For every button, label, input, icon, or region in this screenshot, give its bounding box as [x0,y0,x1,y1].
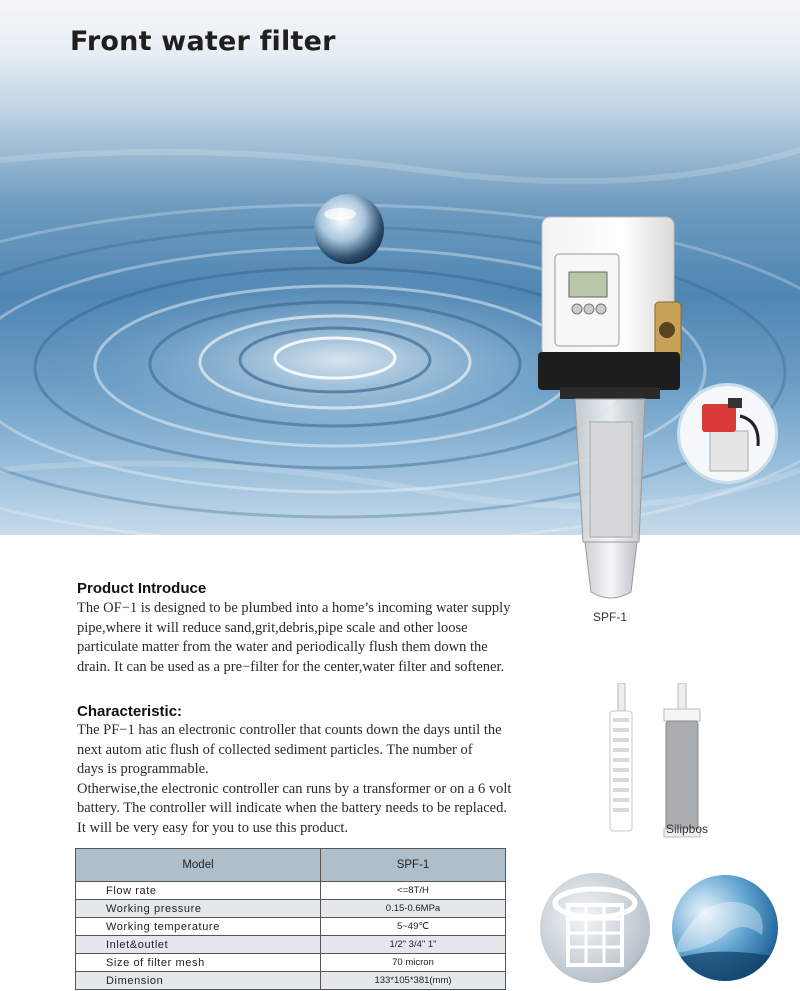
header-spf-1: SPF-1 [321,849,506,882]
spec-value: 5~49℃ [321,918,506,936]
water-droplet [314,194,384,264]
spec-label: Working pressure [76,900,321,918]
mesh-closeup-image [540,873,650,983]
table-row [76,936,506,954]
spec-label: Size of filter mesh [76,954,321,972]
spec-label: Flow rate [76,882,321,900]
table-header-row [76,849,506,882]
characteristic-heading: Characteristic: [77,703,183,720]
spec-label: Inlet&outlet [76,936,321,954]
specification-table [75,848,506,990]
spec-value: 133*105*381(mm) [321,972,506,990]
page-title: Front water filter [70,26,336,57]
water-filter-product-image [535,212,685,607]
intro-text: The OF−1 is designed to be plumbed into a home’s incoming water supply pipe,where it will reduce sand,grit,debris,pipe scale and other loose particulate matter from the water and periodically flush them down the drain. It can be used as a pre−filter for the center,water filter and softener. [77,600,511,675]
spec-value: 0.15-0.6MPa [321,900,506,918]
spec-value: <=8T/H [321,882,506,900]
spec-label: Dimension [76,972,321,990]
wave-image [672,875,778,981]
spec-value: 70 micron [321,954,506,972]
header-model: Model [76,849,321,882]
spec-value: 1/2" 3/4" 1" [321,936,506,954]
table-row [76,954,506,972]
product-model-label: SPF-1 [593,610,628,624]
table-row [76,882,506,900]
filter-caption: Silipbos [666,822,709,836]
intro-heading: Product Introduce [77,580,207,597]
characteristic-text: The PF−1 has an electronic controller that counts down the days until the next autom atic flush of collected sediment particles. The number of days is programmable. Otherwise,the electronic controller can runs by a transformer or on a 6 volt battery. The controller will indicate when the battery needs to be replaced. It will be very easy for you to use this product. [77,722,512,836]
table-row [76,918,506,936]
table-row [76,900,506,918]
valve-detail-image [677,383,778,484]
table-row [76,972,506,990]
filter-cartridges-image [598,683,718,843]
spec-label: Working temperature [76,918,321,936]
